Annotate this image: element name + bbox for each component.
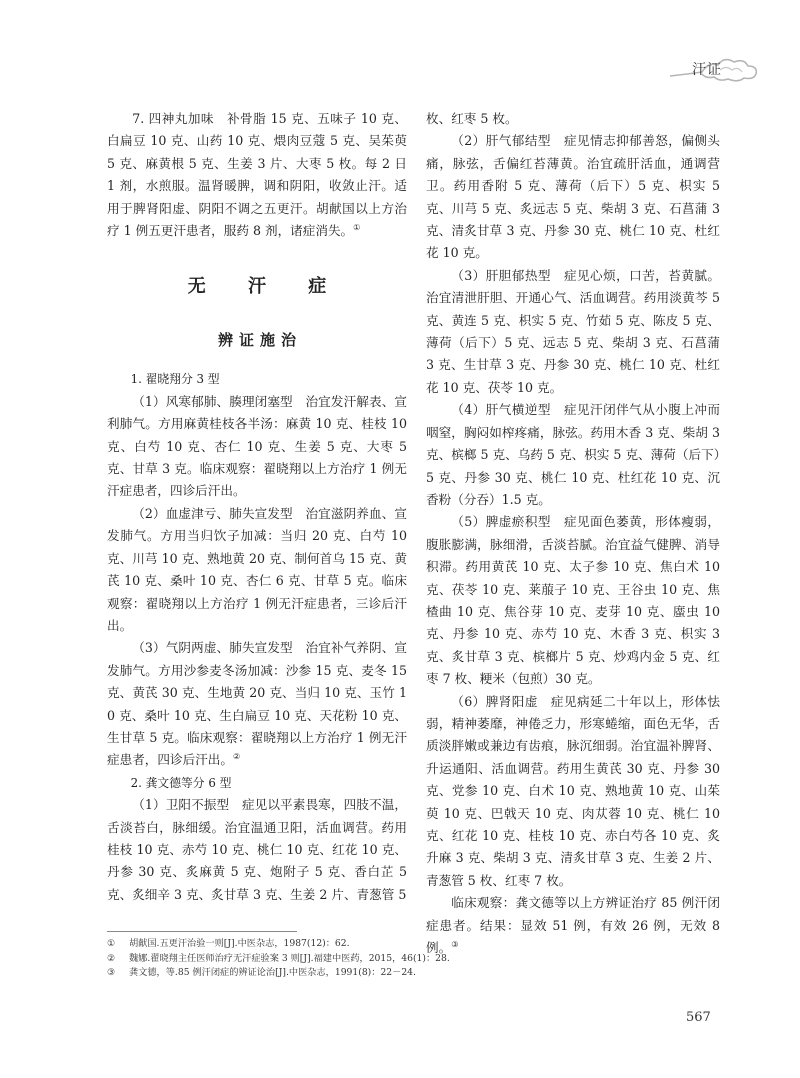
section-title: 无 汗 症 <box>187 276 345 298</box>
paragraph-sishenwan: 7. 四神丸加味 补骨脂 15 克、五味子 10 克、白扁豆 10 克、山药 10 克、煨肉豆蔻 5 克、吴茱萸 5 克、麻黄根 5 克、生姜 3 片、大枣 5 枚。每 2 日 1 剂，水煎服。温肾暖脾，调和阴阳，收敛止汗。适用于脾肾阳虚、阴阳不调之五更汗。胡献国以上方治疗 1 例五更汗患者，服药 8 剂，诸症消失。① <box>107 111 407 239</box>
subheading-gong-wende: 2. 龚文德等分 6 型 <box>130 775 232 790</box>
left-column <box>107 108 407 906</box>
footnote-item: ② 魏娜.翟晓翔主任医师治疗无汗症验案 3 则[J].福建中医药，2015，46(1)：28. <box>107 952 450 964</box>
paragraph-ganqi-hengni: （4）肝气横逆型 症见汗闭伴气从小腹上冲而咽窒，胸闷如榨疼痛，脉弦。药用木香 3 克、柴胡 3 克、槟榔 5 克、乌药 5 克、枳实 5 克、薄荷（后下）5 克、丹参 30 克、桃仁 10 克、杜红花 10 克、沉香粉（分吞）1.5 克。 <box>426 402 720 507</box>
subheading-zhai-xiaoxiang: 1. 翟晓翔分 3 型 <box>130 372 220 387</box>
footnotes <box>107 937 667 981</box>
paragraph-type-1: （1）风寒郁肺、腠理闭塞型 治宜发汗解表、宣利肺气。方用麻黄桂枝各半汤：麻黄 10 克、桂枝 10 克、白芍 10 克、杏仁 10 克、生姜 5 克、大枣 5 克、甘草 3 克。临床观察：翟晓翔以上方治疗 1 例无汗症患者，四诊后汗出。 <box>107 393 407 499</box>
paragraph-type-3: （3）气阴两虚、肺失宣发型 治宜补气养阴、宣发肺气。方用沙参麦冬汤加减：沙参 15 克、麦冬 15 克、黄芪 30 克、生地黄 20 克、当归 10 克、玉竹 10 克、桑叶 10 克、生白扁豆 10 克、天花粉 10 克、生甘草 5 克。临床观察：翟晓翔以上方治疗 1 例无汗症患者，四诊后汗出。② <box>107 640 407 768</box>
running-header-label: 汗证 <box>692 62 722 78</box>
footnote-ref-3[interactable]: ③ <box>451 939 459 949</box>
paragraph-type-2: （2）血虚津亏、肺失宣发型 治宜滋阴养血、宣发肺气。方用当归饮子加减：当归 20 克、白芍 10 克、川芎 10 克、熟地黄 20 克、制何首乌 15 克、黄芪 10 克、桑叶 10 克、杏仁 6 克、甘草 5 克。临床观察：翟晓翔以上方治疗 1 例无汗症患者，三诊后汗出。 <box>107 505 407 633</box>
footnote-ref-1[interactable]: ① <box>353 222 361 232</box>
page-number: 567 <box>686 1010 711 1025</box>
footnote-item: ① 胡献国.五更汗治验一则[J].中医杂志，1987(12)：62. <box>107 938 350 949</box>
section-subtitle: 辨证施治 <box>217 331 302 350</box>
footnote-divider <box>107 931 297 932</box>
paragraph-continuation: 枚、红枣 5 枚。 <box>426 111 518 126</box>
paragraph-clinical-observation: 临床观察：龚文德等以上方辨证治疗 85 例汗闭症患者。结果：显效 51 例，有效 26 例，无效 8 例。③ <box>426 895 720 956</box>
paragraph-pixu-yuji: （5）脾虚瘀积型 症见面色萎黄，形体瘦弱，腹胀膨满，脉细滑，舌淡苔腻。治宜益气健脾、消导积滞。药用黄芪 10 克、太子参 10 克、焦白术 10 克、茯苓 10 克、莱菔子 10 克、王谷虫 10 克、焦楂曲 10 克、焦谷芽 10 克、麦芽 10 克、䗪虫 10 克、丹参 10 克、赤芍 10 克、木香 3 克、枳实 3 克、炙甘草 3 克、槟榔片 5 克、炒鸡内金 5 克、红枣 7 枚、粳米（包煎）30 克。 <box>426 514 720 687</box>
paragraph-gandan-yure: （3）肝胆郁热型 症见心烦，口苦，苔黄腻。治宜清泄肝胆、开通心气、活血调营。药用淡黄芩 5 克、黄连 5 克、枳实 5 克、竹茹 5 克、陈皮 5 克、薄荷（后下）5 克、远志 5 克、柴胡 3 克、石菖蒲 3 克、生甘草 3 克、丹参 30 克、桃仁 10 克、杜红花 10 克、茯苓 10 克。 <box>426 267 720 395</box>
footnote-item: ③ 龚文德，等.85 例汗闭症的辨证论治[J].中医杂志，1991(8)：22－24. <box>107 967 416 979</box>
right-column <box>426 108 720 959</box>
paragraph-weiyang: （1）卫阳不振型 症见以平素畏寒，四肢不温，舌淡苔白，脉细缓。治宜温通卫阳，活血调营。药用桂枝 10 克、赤芍 10 克、桃仁 10 克、红花 10 克、丹参 30 克、炙麻黄 5 克、炮附子 5 克、香白芷 5 克、炙细辛 3 克、炙甘草 3 克、生姜 2 片、青葱管 5 <box>107 797 407 902</box>
paragraph-ganqi-yujie: （2）肝气郁结型 症见情志抑郁善怒，偏侧头痛，脉弦，舌偏红苔薄黄。治宜疏肝活血，通调营卫。药用香附 5 克、薄荷（后下）5 克、枳实 5 克、川芎 5 克、炙远志 5 克、柴胡 3 克、石菖蒲 3 克、清炙甘草 3 克、丹参 30 克、桃仁 10 克、杜红花 10 克。 <box>426 133 720 261</box>
paragraph-pishen-yangxu: （6）脾肾阳虚 症见病延二十年以上，形体怯弱，精神萎靡，神倦乏力，形寒蜷缩，面色无华，舌质淡胖嫩或兼边有齿痕，脉沉细弱。治宜温补脾肾、升运通阳、活血调营。药用生黄芪 30 克、丹参 30 克、党参 10 克、白术 10 克、熟地黄 10 克、山茱萸 10 克、巴戟天 10 克、肉苁蓉 10 克、桃仁 10 克、红花 10 克、桂枝 10 克、赤白芍各 10 克、炙升麻 3 克、柴胡 3 克、清炙甘草 3 克、生姜 2 片、青葱管 5 枚、红枣 7 枚。 <box>426 693 720 888</box>
footnote-ref-2[interactable]: ② <box>232 752 241 762</box>
